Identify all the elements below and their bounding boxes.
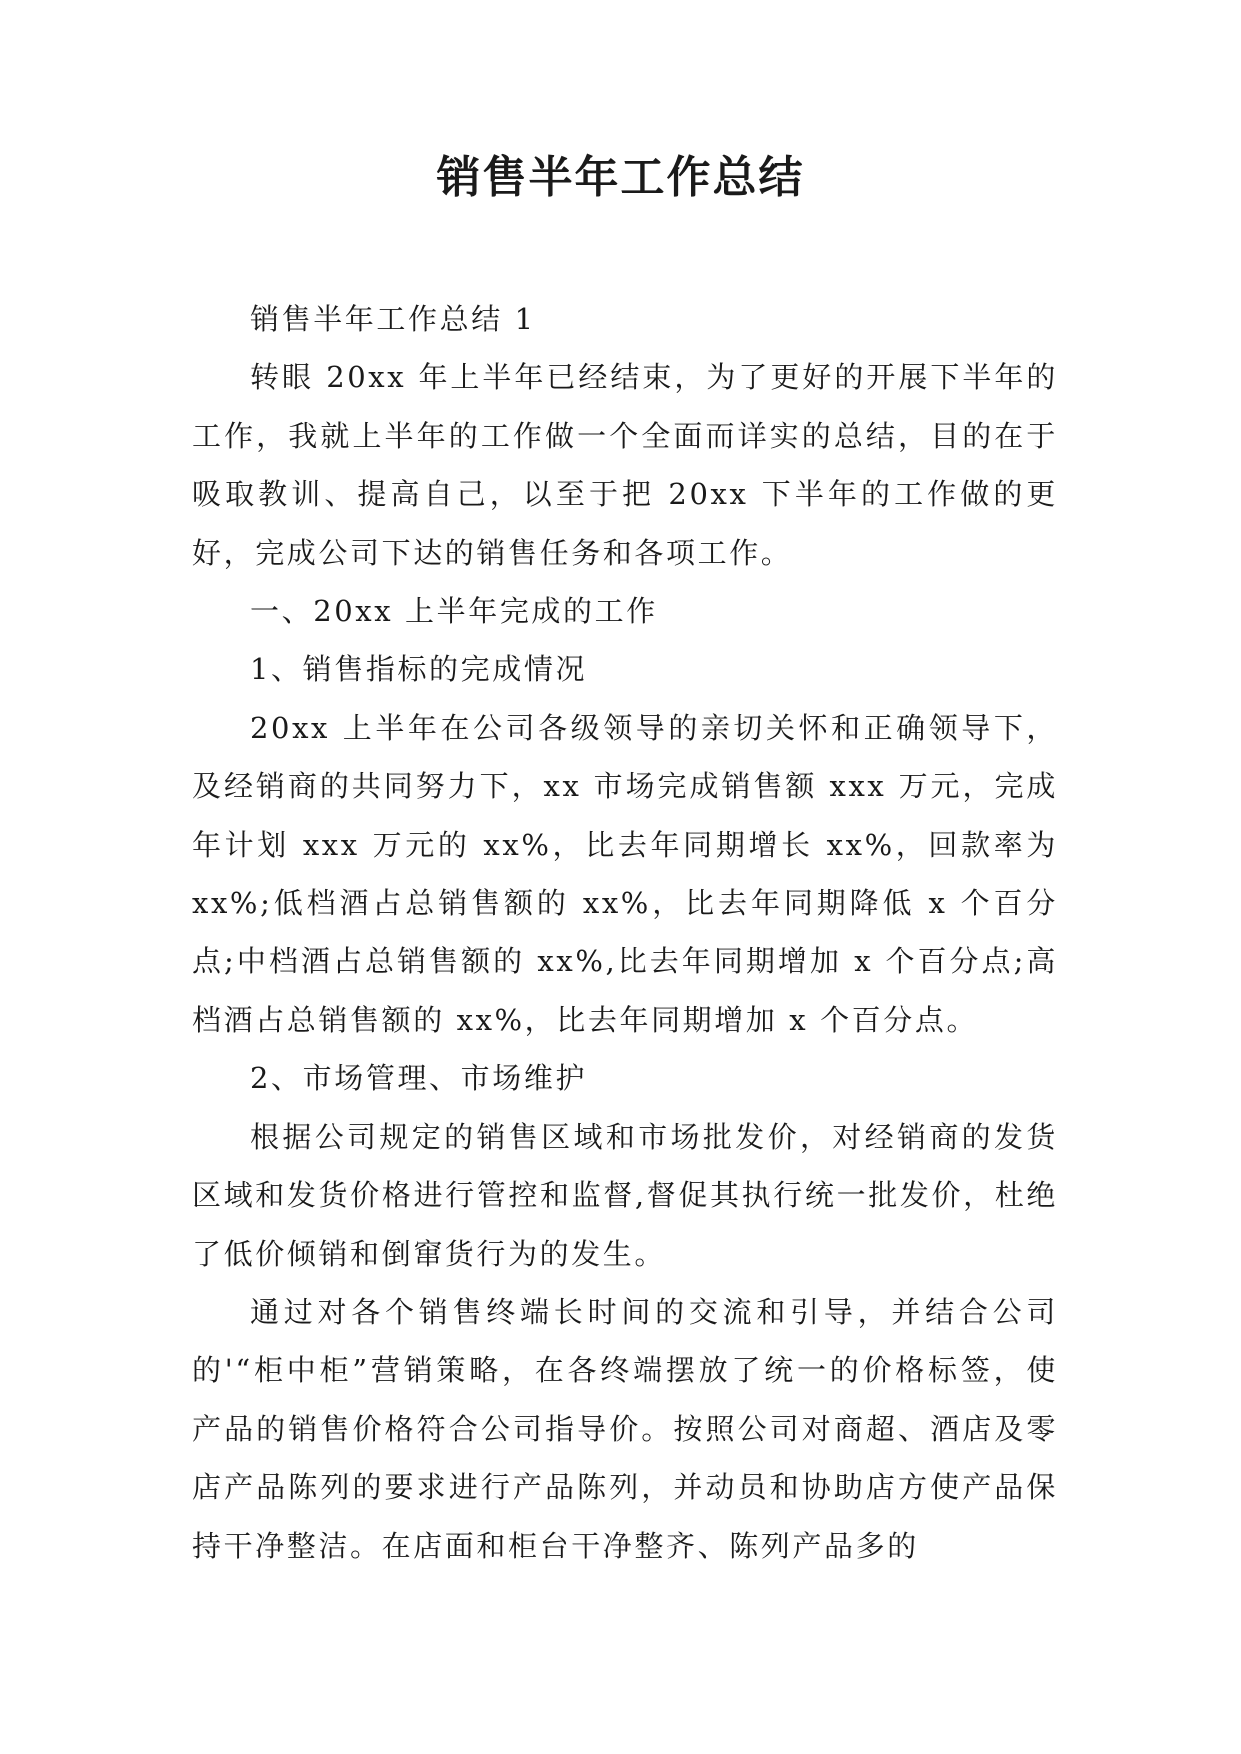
market-management-paragraph: 根据公司规定的销售区域和市场批发价，对经销商的发货区域和发货价格进行管控和监督,督促其执行统一批发价，杜绝了低价倾销和倒窜货行为的发生。 bbox=[192, 1119, 1058, 1271]
subheading-sales-targets: 1、销售指标的完成情况 bbox=[250, 652, 588, 687]
section-heading-1: 销售半年工作总结 1 bbox=[250, 302, 536, 336]
document-title: 销售半年工作总结 bbox=[436, 152, 805, 203]
intro-paragraph: 转眼 20xx 年上半年已经结束，为了更好的开展下半年的工作，我就上半年的工作做一个全面而详实的总结，目的在于吸取教训、提高自己，以至于把 20xx 下半年的工作做的更好，完成公司下达的销售任务和各项工作。 bbox=[192, 360, 1058, 570]
sales-targets-paragraph: 20xx 上半年在公司各级领导的亲切关怀和正确领导下，及经销商的共同努力下，xx 市场完成销售额 xxx 万元，完成年计划 xxx 万元的 xx%，比去年同期增长 xx%，回款率为 xx%;低档酒占总销售额的 xx%，比去年同期降低 x 个百分点;中档酒占总销售额的 xx%,比去年同期增加 x 个百分点;高档酒占总销售额的 xx%，比去年同期增加 x 个百分点。 bbox=[192, 710, 1058, 1037]
document-body bbox=[192, 290, 1058, 1575]
terminal-guidance-paragraph: 通过对各个销售终端长时间的交流和引导，并结合公司的'“柜中柜”营销策略，在各终端摆放了统一的价格标签，使产品的销售价格符合公司指导价。按照公司对商超、酒店及零店产品陈列的要求进行产品陈列，并动员和协助店方使产品保持干净整洁。在店面和柜台干净整齐、陈列产品多的 bbox=[192, 1294, 1058, 1563]
section-heading-completed-work: 一、20xx 上半年完成的工作 bbox=[250, 594, 658, 629]
subheading-market-management: 2、市场管理、市场维护 bbox=[250, 1061, 588, 1096]
